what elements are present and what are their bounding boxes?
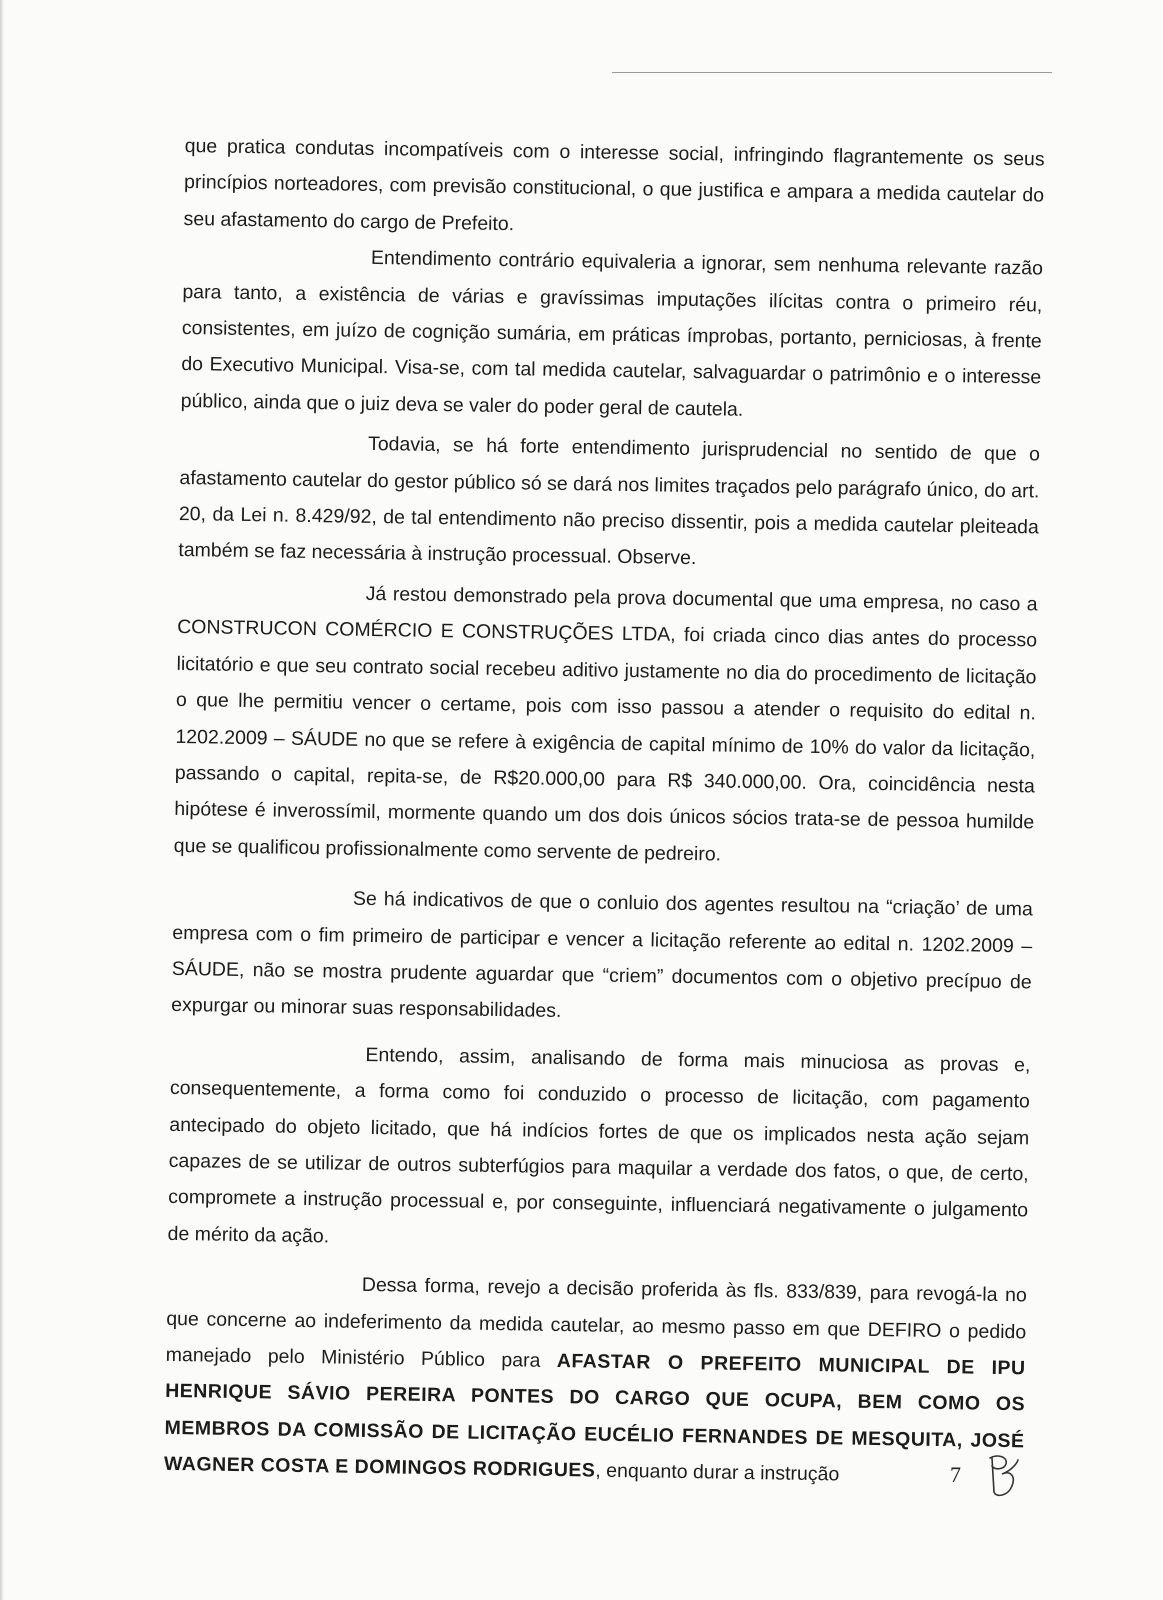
document-body xyxy=(164,128,1045,1496)
paragraph-6: Entendo, assim, analisando de forma mais minuciosa as provas e, consequentemente, a forma como foi conduzido o processo de licitação, com pagamento antecipado do objeto licitado, que há indícios fortes de que os implicados nesta ação sejam capazes de se utilizar de outros subterfúgios para maquilar a verdade dos fatos, o que, de certo, compromete a instrução processual e, por conseguinte, influenciará negativamente o julgamento de mérito da ação. xyxy=(167,1043,1031,1248)
handwritten-initials-icon xyxy=(982,1452,1022,1500)
paragraph-1: que pratica condutas incompatíveis com o interesse social, infringindo flagrantemente os seus princípios norteadores, com previsão constitucional, o que justifica e ampara a medida cautelar do seu afastamento do cargo de Prefeito. xyxy=(183,134,1045,235)
decision-outro: , enquanto durar a instrução xyxy=(595,1459,840,1486)
scan-edge-shadow xyxy=(0,0,4,1600)
page-number: 7 xyxy=(950,1462,961,1487)
paragraph-5: Se há indicativos de que o conluio dos agentes resultou na “criação’ de uma empresa com o fim primeiro de participar e vencer a licitação referente ao edital n. 1202.2009 – SÁUDE, não se mostra prudente aguardar que “criem” documentos com o objetivo precípuo de expurgar ou minorar suas responsabilidades. xyxy=(171,887,1034,1023)
paragraph-4: Já restou demonstrado pela prova documental que uma empresa, no caso a CONSTRUCON COMÉRCIO E CONSTRUÇÕES LTDA, foi criada cinco dias antes do processo licitatório e que seu contrato social recebeu aditivo justamente no dia do procedimento de licitação o que lhe permitiu vencer o certame, pois com isso passou a atender o requisito do edital n. 1202.2009 – SÁUDE no que se refere à exigência de capital mínimo de 10% do valor da licitação, passando o capital, repita-se, de R$20.000,00 para R$ 340.000,00. Ora, coincidência nesta hipótese é inverossímil, mormente quando um dos dois únicos sócios trata-se de pessoa humilde que se qualificou profissionalmente como servente de pedreiro. xyxy=(173,582,1038,866)
paragraph-7 xyxy=(164,1264,1027,1496)
decision-intro: Dessa forma, revejo a decisão proferida às fls. 833/839, para revogá-la no que concerne ao indeferimento da medida cautelar, ao mesmo passo em que DEFIRO o pedido manejado pelo Ministério Público para xyxy=(165,1274,1027,1372)
decision-bold-text: AFASTAR O PREFEITO MUNICIPAL DE IPU HENRIQUE SÁVIO PEREIRA PONTES DO CARGO QUE OCUPA, BEM COMO OS MEMBROS DA COMISSÃO DE LICITAÇÃO EUCÉLIO FERNANDES DE MESQUITA, JOSÉ WAGNER COSTA E DOMINGOS RODRIGUES xyxy=(163,1349,1026,1482)
header-rule xyxy=(612,72,1052,73)
paragraph-2: Entendimento contrário equivaleria a ignorar, sem nenhuma relevante razão para tanto, a existência de várias e gravíssimas imputações ilícitas contra o primeiro réu, consistentes, em juízo de cognição sumária, em práticas ímprobas, portanto, perniciosas, à frente do Executivo Municipal. Visa-se, com tal medida cautelar, salvaguardar o patrimônio e o interesse público, ainda que o juiz deva se valer do poder geral de cautela. xyxy=(180,247,1044,421)
paragraph-3: Todavia, se há forte entendimento jurisprudencial no sentido de que o afastamento cautelar do gestor público só se dará nos limites traçados pelo parágrafo único, do art. 20, da Lei n. 8.429/92, de tal entendimento não preciso dissentir, pois a medida cautelar pleiteada também se faz necessária à instrução processual. Observe. xyxy=(178,433,1041,570)
